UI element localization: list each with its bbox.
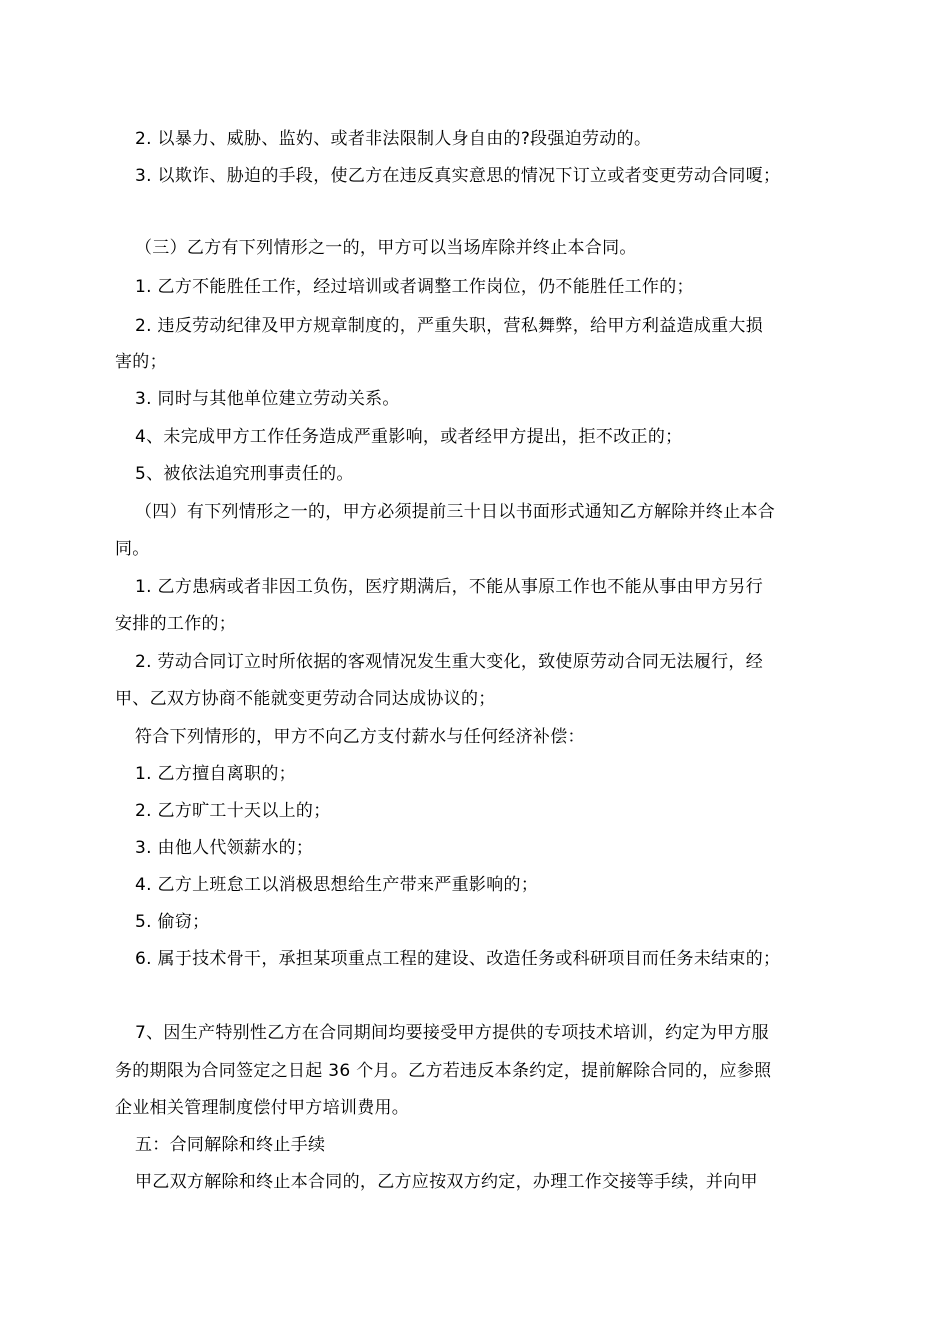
text-line: 1. 乙方擅自离职的； [135, 764, 296, 784]
text-line: 5、被依法追究刑事责任的。 [135, 464, 354, 484]
text-line: 7、因生产特别性乙方在合同期间均要接受甲方提供的专项技术培训，约定为甲方服 [135, 1023, 769, 1043]
text-line: 1. 乙方患病或者非因工负伤，医疗期满后，不能从事原工作也不能从事由甲方另行 [135, 577, 764, 597]
text-line: 2. 违反劳动纪律及甲方规章制度的，严重失职，营私舞弊，给甲方利益造成重大损 [135, 316, 764, 336]
text-line: 2. 以暴力、威胁、监妁、或者非法限制人身自由的?段强迫劳动的。 [135, 129, 652, 149]
text-line: 4. 乙方上班怠工以消极思想给生产带来严重影响的； [135, 875, 539, 895]
text-line: 1. 乙方不能胜任工作，经过培训或者调整工作岗位，仍不能胜任工作的； [135, 277, 694, 297]
text-line: 务的期限为合同签定之日起 36 个月。乙方若违反本条约定，提前解除合同的，应参照 [115, 1061, 772, 1081]
text-line: 2. 劳动合同订立时所依据的客观情况发生重大变化，致使原劳动合同无法履行，经 [135, 652, 764, 672]
text-line: 同。 [115, 539, 150, 559]
text-line: 安排的工作的； [115, 614, 237, 634]
text-line: 4、未完成甲方工作任务造成严重影响，或者经甲方提出，拒不改正的； [135, 427, 683, 447]
text-line: 3. 由他人代领薪水的； [135, 838, 314, 858]
text-line: 3. 同时与其他单位建立劳动关系。 [135, 389, 400, 409]
text-line: （三）乙方有下列情形之一的，甲方可以当场库除并终止本合同。 [135, 238, 637, 258]
text-line: 3. 以欺诈、胁迫的手段，使乙方在违反真实意思的情况下订立或者变更劳动合同嗄； [135, 166, 781, 186]
text-line: 2. 乙方旷工十天以上的； [135, 801, 331, 821]
text-line: 符合下列情形的，甲方不向乙方支付薪水与任何经济补偿： [135, 727, 585, 747]
section-heading: 五：合同解除和终止手续 [135, 1135, 326, 1155]
text-line: 甲、乙双方协商不能就变更劳动合同达成协议的； [115, 689, 496, 709]
text-line: （四）有下列情形之一的，甲方必须提前三十日以书面形式通知乙方解除并终止本合 [135, 502, 776, 522]
text-line: 甲乙双方解除和终止本合同的，乙方应按双方约定，办理工作交接等手续，并向甲 [135, 1172, 758, 1192]
text-line: 害的； [115, 352, 167, 372]
text-line: 企业相关管理制度偿付甲方培训费用。 [115, 1098, 410, 1118]
text-line: 5. 偷窃； [135, 912, 210, 932]
text-line: 6. 属于技术骨干，承担某项重点工程的建设、改造任务或科研项目而任务未结束的； [135, 949, 781, 969]
